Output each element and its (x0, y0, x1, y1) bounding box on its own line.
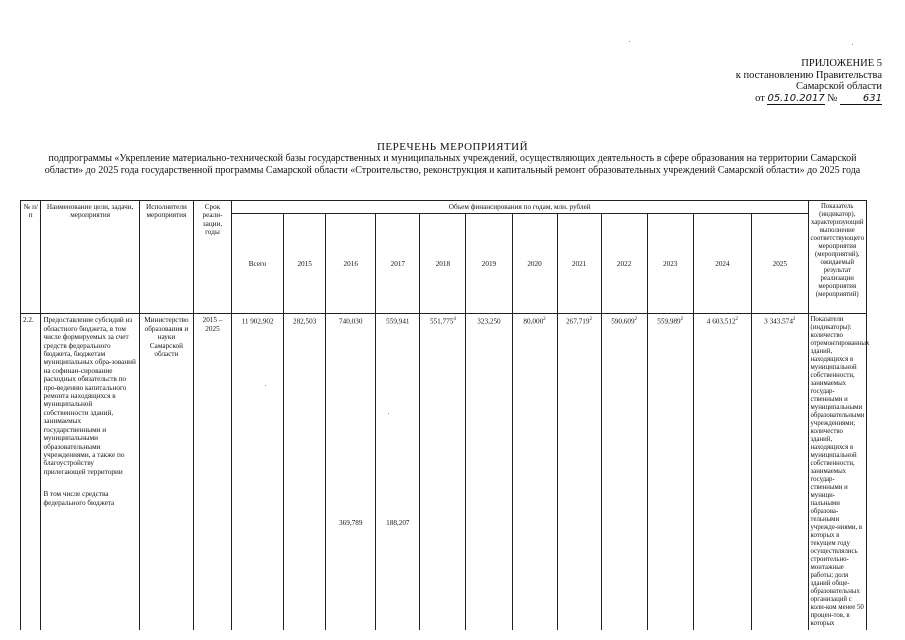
row-name (41, 314, 139, 631)
footnote: 2 (792, 317, 796, 323)
row-value-2015 (284, 314, 326, 631)
header-year-2022: 2022 (601, 214, 647, 314)
header-year-2019: 2019 (466, 214, 512, 314)
scan-speck (629, 41, 630, 42)
row-value-2020 (512, 314, 557, 631)
row-name-text: Предоставление субсидий из областного бюджета, в том числе формируемых за счет средств федерального бюджета, бюджетам муниципальных обра-зований на софинан-сирование расходных обязательств по про-ведению капитального ремонта находящихся в муниципальной собственности зданий, занимаемых государственными и муниципальными образовательными учреждениями, а также по благоустройству прилегающей территории (43, 316, 136, 476)
value-text: 323,250 (477, 317, 501, 326)
appendix-block (722, 58, 882, 105)
handwritten-number: 631 (840, 93, 882, 106)
subrow-value-2017: 188,207 (386, 519, 410, 528)
value-text: 590,609 (611, 317, 635, 326)
appendix-line3: Самарской области (796, 81, 882, 92)
scan-speck (852, 44, 853, 45)
appendix-title: ПРИЛОЖЕНИЕ 5 (801, 58, 882, 69)
footnote: 2 (680, 317, 684, 323)
scan-speck (388, 413, 389, 414)
measures-table (20, 200, 870, 630)
subrow-value-2016: 369,789 (339, 519, 363, 528)
row-value-2023 (647, 314, 693, 631)
subrow-name: В том числе средства федерального бюджета (43, 490, 115, 507)
value-text: 740,030 (339, 317, 363, 326)
value-text: 282,503 (292, 317, 317, 326)
row-term: 2015 – 2025 (194, 314, 232, 631)
table-row (21, 314, 867, 631)
header-year-2023: 2023 (647, 214, 693, 314)
header-year-2015: 2015 (284, 214, 326, 314)
from-label: от (755, 92, 765, 104)
footnote: 2 (543, 317, 546, 323)
header-year-2017: 2017 (376, 214, 420, 314)
value-text: 559,989 (657, 317, 681, 326)
footnote: 4 (453, 317, 456, 323)
header-executors: Исполнители мероприятия (139, 201, 193, 314)
value-text: 11 902,902 (241, 317, 274, 326)
header-year-2025: 2025 (752, 214, 808, 314)
row-value-total (231, 314, 283, 631)
page-title: ПЕРЕЧЕНЬ МЕРОПРИЯТИЙ (376, 141, 529, 153)
value-text: 80,000 (523, 317, 544, 326)
value-text: 551,775 (429, 317, 454, 326)
header-year-2018: 2018 (420, 214, 466, 314)
appendix-line2: к постановлению Правительства (735, 69, 882, 81)
header-num: № п/п (21, 201, 41, 314)
footnote: 2 (735, 317, 739, 323)
header-term: Срок реали-зации, годы (194, 201, 232, 314)
header-year-2024: 2024 (693, 214, 751, 314)
header-year-total: Всего (231, 214, 283, 314)
scan-speck (265, 385, 266, 386)
value-text: 3 343,574 (764, 317, 793, 326)
row-value-2016 (326, 314, 376, 631)
page-subtitle: подпрограммы «Укрепление материально-технической базы государственных и муниципальных учреждений, осуществляющих деятельность в сфере образования на территории Самарской области» до 2025 года государственной программы Самарской области «Строительство, реконструкция и капитальный ремонт образовательных учреждений Самарской области» до 2025 года (44, 153, 861, 176)
header-funding-group: Объем финансирования по годам, млн. рублей (231, 201, 808, 214)
footnote: 2 (634, 317, 638, 323)
header-indicator: Показатель (индикатор), характеризующий выполнение соответствующего мероприятия (мероприятий), ожидаемый результат реализации мероприятия (мероприятий) (808, 201, 867, 314)
row-executors: Министерство образования и науки Самарской области (139, 314, 193, 631)
value-text: 267,719 (566, 317, 590, 326)
value-text: 4 603,512 (706, 317, 736, 326)
header-year-2020: 2020 (512, 214, 557, 314)
row-value-2018 (420, 314, 466, 631)
value-text: 559,941 (386, 317, 410, 326)
header-year-2021: 2021 (557, 214, 601, 314)
handwritten-date: 05.10.2017 (767, 92, 825, 104)
row-indicator: Показатели (индикаторы): количество отремонтированных зданий, находящихся в муниципальной собственности, занимаемых государ-ственными и муниципальными образовательными учреждениями; количество зданий, находящихся в муниципальной собственности, занимаемых государ-ственными и муници-пальными образова-тельными учрежде-ниями, в которых в текущем году осуществлялись строительно-монтажные работы; доля зданий обще-образовательных организаций с коли-ком менее 50 процен-тов, в которых (808, 314, 867, 631)
row-value-2022 (601, 314, 647, 631)
row-value-2025 (752, 314, 808, 631)
appendix-date-line (722, 93, 882, 106)
header-year-2016: 2016 (326, 214, 376, 314)
row-value-2024 (693, 314, 751, 631)
row-value-2021 (557, 314, 601, 631)
row-num: 2.2. (21, 314, 41, 631)
row-value-2017 (376, 314, 420, 631)
header-name: Наименование цели, задачи, мероприятия (41, 201, 139, 314)
footnote: 2 (589, 317, 592, 323)
row-value-2019 (466, 314, 512, 631)
number-label: № (827, 92, 838, 104)
